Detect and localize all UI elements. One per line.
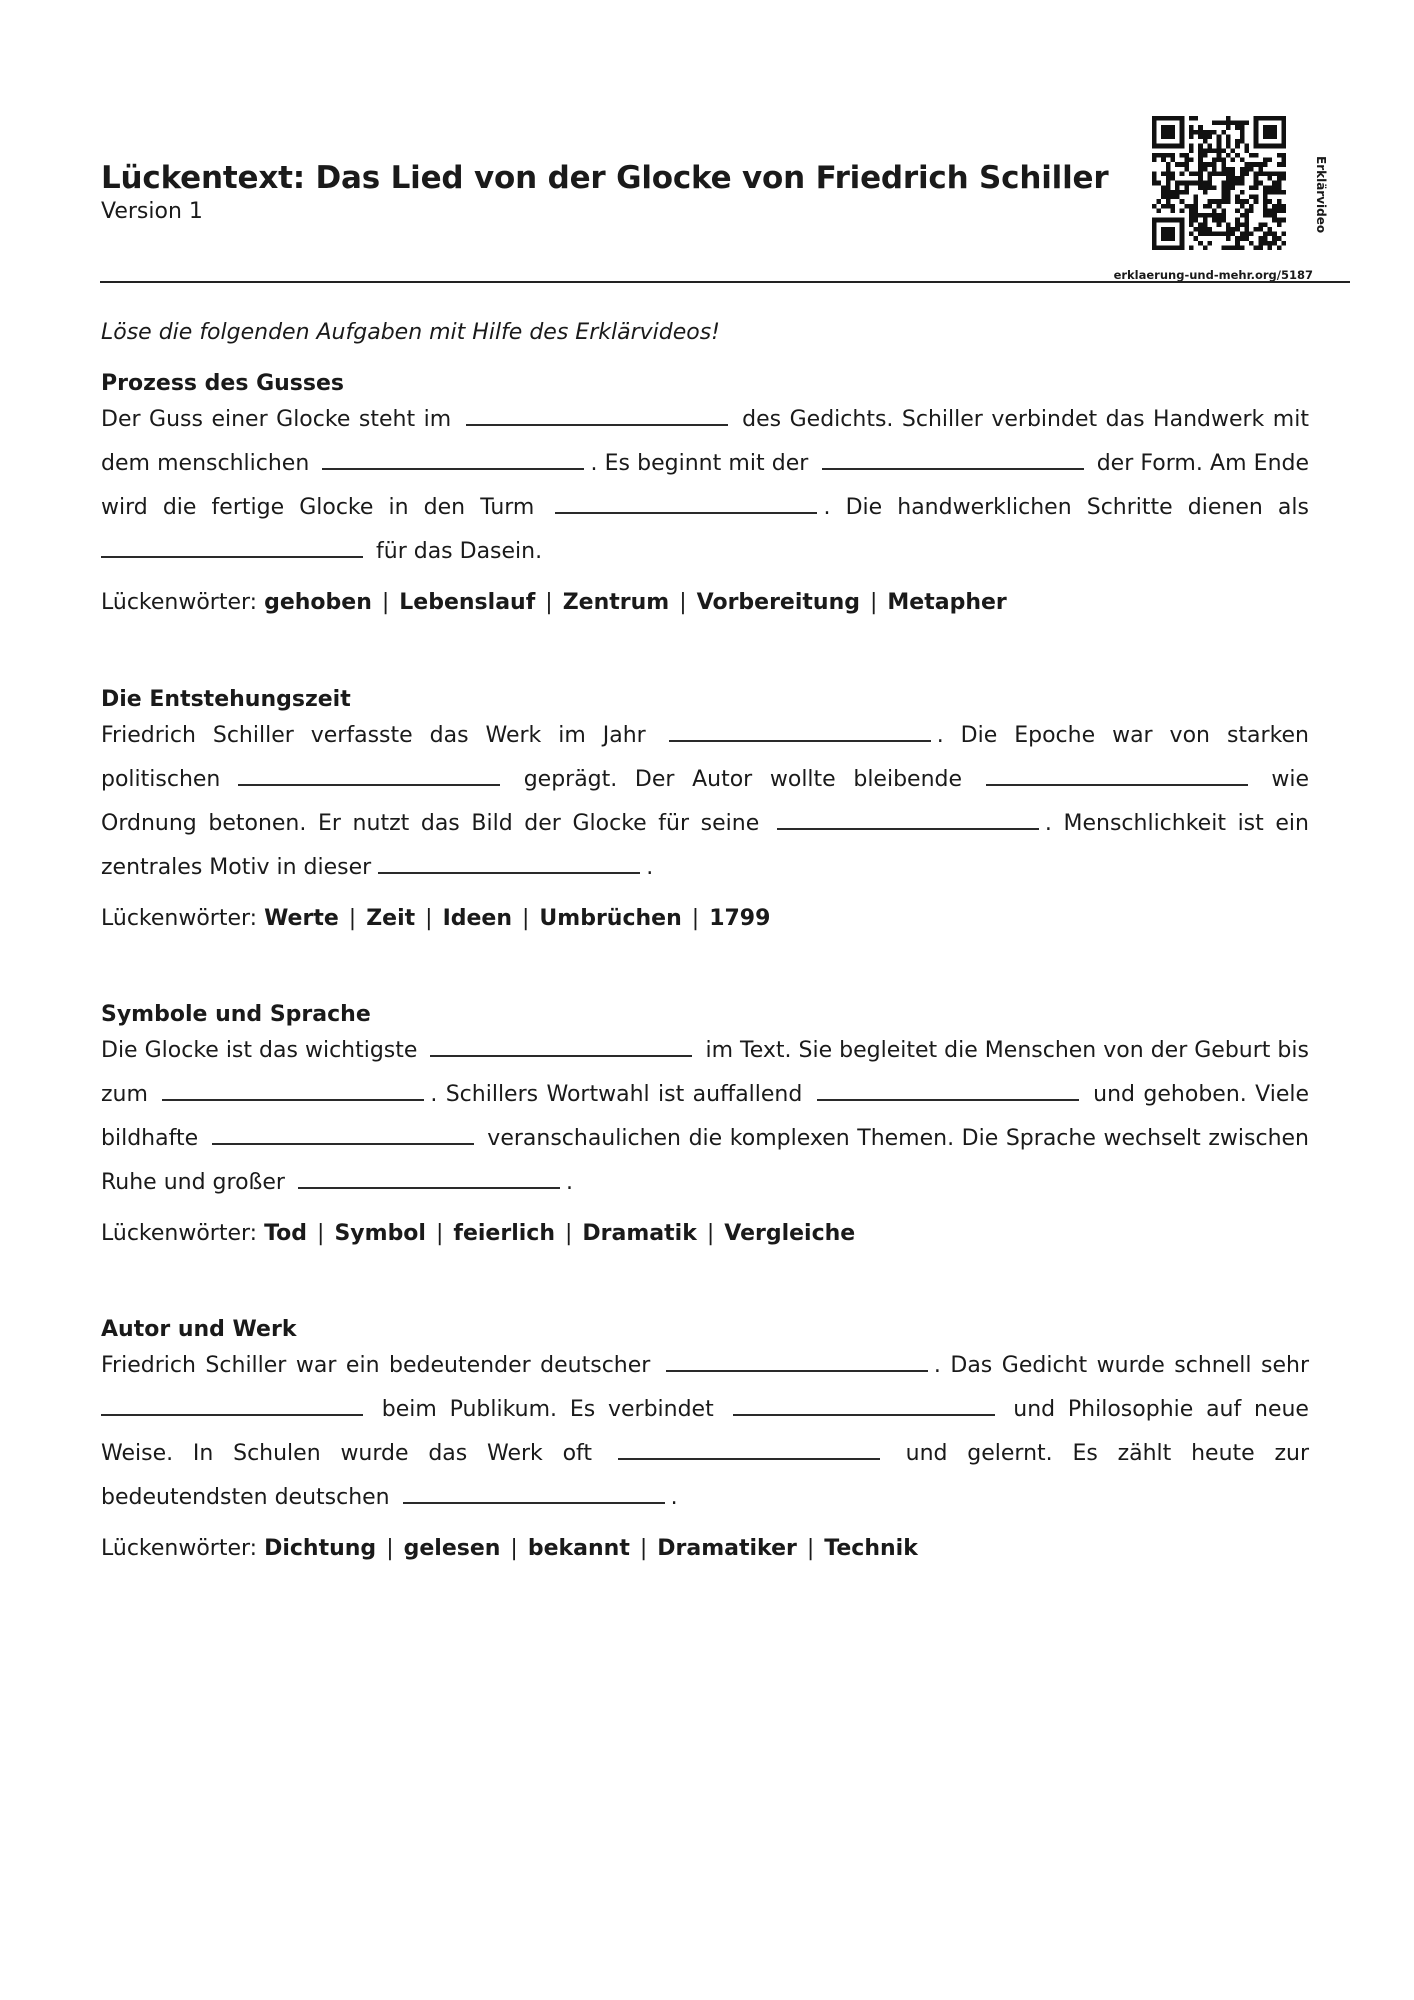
gap-words-label: Lückenwörter:	[101, 906, 258, 931]
gap-word: Vergleiche	[724, 1221, 856, 1246]
section-heading: Die Entstehungszeit	[101, 687, 351, 712]
gap-blank[interactable]	[733, 1414, 995, 1416]
gap-blank[interactable]	[212, 1143, 474, 1145]
gap-blank[interactable]	[101, 1414, 363, 1416]
text-fragment: . Die handwerklichen Schritte dienen als	[823, 495, 1309, 520]
text-fragment: . Das Gedicht wurde schnell sehr	[933, 1353, 1309, 1378]
gap-blank[interactable]	[618, 1458, 880, 1460]
text-fragment: und Philosophie auf neue Weise. In Schulen wurde das Werk oft	[101, 1397, 1309, 1466]
gap-blank[interactable]	[822, 468, 1084, 470]
text-fragment: Friedrich Schiller verfasste das Werk im Jahr	[101, 723, 646, 748]
gap-word: Dichtung	[264, 1536, 377, 1561]
gap-blank[interactable]	[322, 468, 584, 470]
text-fragment: .	[646, 855, 654, 880]
gap-word: Technik	[824, 1536, 918, 1561]
gap-words-line: Lückenwörter: Tod | Symbol | feierlich | Dramatik | Vergleiche	[101, 1221, 856, 1246]
text-fragment: Die Glocke ist das wichtigste	[101, 1038, 418, 1063]
text-fragment: . Die Epoche war von starken politischen	[101, 723, 1309, 792]
gap-words-line: Lückenwörter: Dichtung | gelesen | bekannt | Dramatiker | Technik	[101, 1536, 918, 1561]
cloze-paragraph	[101, 714, 1309, 890]
gap-words-label: Lückenwörter:	[101, 1221, 258, 1246]
text-fragment: Der Guss einer Glocke steht im	[101, 407, 452, 432]
section-symbole-und-sprache	[101, 1001, 1309, 1249]
text-fragment: .	[565, 1170, 573, 1195]
text-fragment: . Es beginnt mit der	[590, 451, 809, 476]
gap-word: Dramatiker	[657, 1536, 797, 1561]
text-fragment: beim Publikum. Es verbindet	[381, 1397, 714, 1422]
gap-word: feierlich	[453, 1221, 555, 1246]
gap-words-line: Lückenwörter: gehoben | Lebenslauf | Zentrum | Vorbereitung | Metapher	[101, 590, 1007, 615]
section-die-entstehungszeit	[101, 686, 1309, 934]
gap-blank[interactable]	[162, 1099, 424, 1101]
section-heading: Symbole und Sprache	[101, 1002, 371, 1027]
gap-blank[interactable]	[669, 740, 931, 742]
qr-url[interactable]: erklaerung-und-mehr.org/5187	[1113, 268, 1313, 282]
gap-word: Zeit	[366, 906, 416, 931]
text-fragment: und gehoben. Viele bildhafte	[101, 1082, 1310, 1151]
gap-words-label: Lückenwörter:	[101, 1536, 258, 1561]
gap-blank[interactable]	[101, 556, 363, 558]
cloze-paragraph	[101, 1344, 1309, 1520]
gap-word: Lebenslauf	[399, 590, 536, 615]
gap-word: Umbrüchen	[539, 906, 682, 931]
gap-blank[interactable]	[555, 512, 817, 514]
text-fragment: wie Ordnung betonen. Er nutzt das Bild der Glocke für seine	[101, 767, 1309, 836]
section-heading: Prozess des Gusses	[101, 371, 345, 396]
gap-blank[interactable]	[777, 828, 1039, 830]
text-fragment: Friedrich Schiller war ein bedeutender deutscher	[101, 1353, 651, 1378]
gap-word: gelesen	[403, 1536, 501, 1561]
text-fragment: veranschaulichen die komplexen Themen. Die Sprache wechselt zwischen Ruhe und großer	[101, 1126, 1309, 1195]
gap-blank[interactable]	[466, 424, 728, 426]
text-fragment: .	[670, 1485, 678, 1510]
gap-word: Tod	[264, 1221, 308, 1246]
gap-word: 1799	[709, 906, 771, 931]
worksheet-version: Version 1	[101, 199, 203, 224]
section-prozess-des-gusses	[101, 370, 1309, 618]
text-fragment: und gelernt. Es zählt heute zur bedeutendsten deutschen	[101, 1441, 1309, 1510]
gap-blank[interactable]	[986, 784, 1248, 786]
gap-word: Symbol	[334, 1221, 426, 1246]
gap-words-label: Lückenwörter:	[101, 590, 258, 615]
gap-blank[interactable]	[817, 1099, 1079, 1101]
text-fragment: der Form. Am Ende wird die fertige Glocke in den Turm	[101, 451, 1310, 520]
gap-blank[interactable]	[298, 1187, 560, 1189]
gap-word: Werte	[264, 906, 339, 931]
gap-word: bekannt	[527, 1536, 630, 1561]
cloze-paragraph	[101, 1029, 1309, 1205]
gap-word: Ideen	[442, 906, 512, 931]
gap-blank[interactable]	[238, 784, 500, 786]
gap-words-line: Lückenwörter: Werte | Zeit | Ideen | Umbrüchen | 1799	[101, 906, 771, 931]
text-fragment: geprägt. Der Autor wollte bleibende	[523, 767, 963, 792]
instruction-text: Löse die folgenden Aufgaben mit Hilfe des Erklärvideos!	[101, 320, 720, 345]
text-fragment: für das Dasein.	[376, 539, 543, 564]
gap-word: Zentrum	[562, 590, 670, 615]
section-autor-und-werk	[101, 1316, 1309, 1564]
gap-word: Vorbereitung	[696, 590, 860, 615]
gap-blank[interactable]	[666, 1370, 928, 1372]
gap-word: Metapher	[887, 590, 1007, 615]
text-fragment: im Text. Sie begleitet die Menschen von der Geburt bis zum	[101, 1038, 1309, 1107]
gap-blank[interactable]	[403, 1502, 665, 1504]
text-fragment: des Gedichts. Schiller verbindet das Handwerk mit dem menschlichen	[101, 407, 1309, 476]
gap-blank[interactable]	[430, 1055, 692, 1057]
video-side-label: Erklärvideo	[1314, 156, 1328, 234]
gap-blank[interactable]	[378, 872, 640, 874]
cloze-paragraph	[101, 398, 1309, 574]
header-divider	[100, 281, 1350, 283]
worksheet-title: Lückentext: Das Lied von der Glocke von Friedrich Schiller	[101, 160, 1109, 196]
gap-word: Dramatik	[582, 1221, 697, 1246]
text-fragment: . Schillers Wortwahl ist auffallend	[430, 1082, 803, 1107]
section-heading: Autor und Werk	[101, 1317, 297, 1342]
text-fragment: . Menschlichkeit ist ein zentrales Motiv in dieser	[101, 811, 1309, 880]
gap-word: gehoben	[264, 590, 372, 615]
qr-code-icon[interactable]	[1152, 116, 1286, 250]
